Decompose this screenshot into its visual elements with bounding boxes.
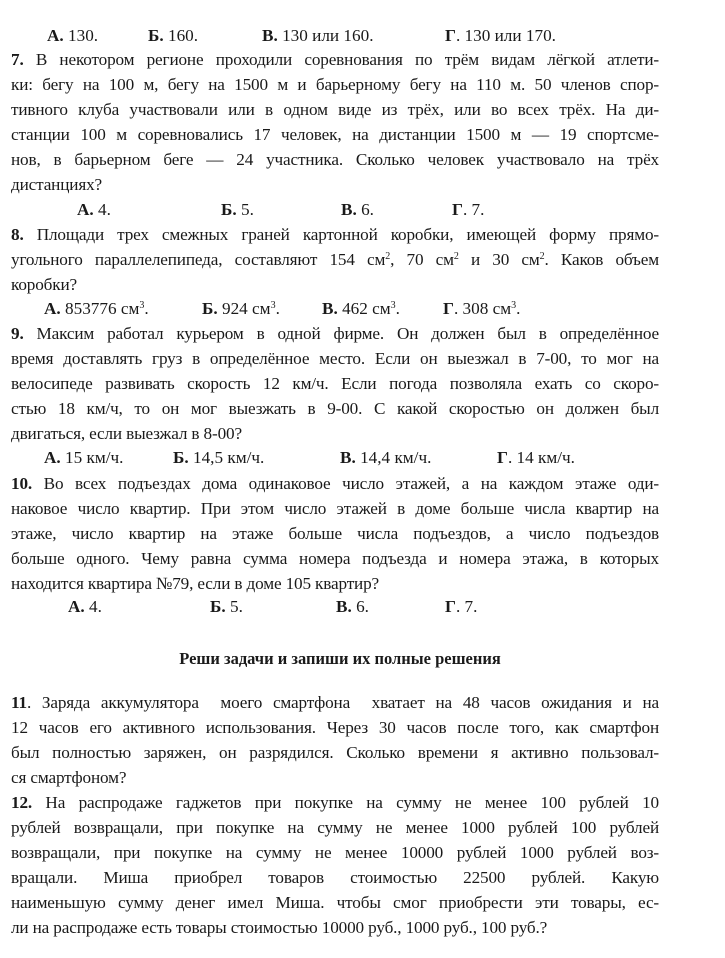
- q12-line-4: вращали. Миша приобрел товаров стоимостью 22500 рублей. Какую: [11, 868, 659, 887]
- q7-line-4: станции 100 м соревновались 17 человек, на дистанции 1500 м — 19 спортсме-: [11, 125, 659, 144]
- q12-line-2: рублей возвращали, при покупке на сумму не менее 1000 рублей 100 рублей: [11, 818, 659, 837]
- q8-option-b: Б. 924 $см^3$.: [202, 299, 280, 318]
- q7-line-2: ки: бегу на 100 м, бегу на 1500 м и барьерному бегу на 110 м. 50 членов спор-: [11, 75, 659, 94]
- q9-line-4: стью 18 км/ч, то он мог выезжать в 9-00. С какой скоростью он должен был: [11, 399, 659, 418]
- q10-line-1: 10. Во всех подъездах дома одинаковое число этажей, а на каждом этаже оди-: [11, 474, 659, 493]
- q9-option-b: Б. 14,5 км/ч.: [173, 448, 265, 467]
- q8-line-2: угольного параллелепипеда, составляют 154 $см^2$, 70 $см^2$ и 30 $см^2$. Каков объем: [11, 250, 660, 269]
- q10-line-2: наковое число квартир. При этом число этажей в доме больше числа квартир на: [11, 499, 659, 518]
- q11-line-4: ся смартфоном?: [11, 768, 127, 787]
- q12-line-5: наименьшую сумму денег имел Миша. чтобы смог приобрести эти товары, ес-: [11, 893, 659, 912]
- q11-line-3: был полностью заряжен, он разрядился. Сколько времени я активно пользовал-: [11, 743, 659, 762]
- q10-option-a: А. 4.: [68, 597, 102, 616]
- q9-line-3: велосипеде развивать скорость 12 км/ч. Если погода позволяла ехать со скоро-: [11, 374, 659, 393]
- q7-option-b: Б. 5.: [221, 200, 254, 219]
- q6-option-g: Г. 130 или 170.: [445, 26, 556, 45]
- q7-line-3: тивного клуба участвовали или в одном виде из трёх, или во всех трёх. На ди-: [11, 100, 659, 119]
- q7-option-a: А. 4.: [77, 200, 111, 219]
- q10-line-4: больше одного. Чему равна сумма номера подъезда и номера этажа, в которых: [11, 549, 659, 568]
- q6-option-a: А. 130.: [47, 26, 99, 45]
- q7-option-v: В. 6.: [341, 200, 374, 219]
- q12-line-1: 12. На распродаже гаджетов при покупке на сумму не менее 100 рублей 10: [11, 793, 659, 812]
- q7-option-g: Г. 7.: [452, 200, 485, 219]
- q9-option-a: А. 15 км/ч.: [44, 448, 124, 467]
- q7-line-1: 7. В некотором регионе проходили соревнования по трём видам лёгкой атлети-: [11, 50, 659, 69]
- q9-line-1: 9. Максим работал курьером в одной фирме. Он должен был в определённое: [11, 324, 659, 343]
- q6-option-v: В. 130 или 160.: [262, 26, 374, 45]
- section-heading: Реши задачи и запиши их полные решения: [179, 649, 501, 668]
- q10-line-5: находится квартира №79, если в доме 105 квартир?: [11, 574, 380, 593]
- q12-line-3: возвращали, при покупке на сумму не менее 10000 рублей 1000 рублей воз-: [11, 843, 659, 862]
- q9-line-2: время доставлять груз в определённое место. Если он выезжал в 7-00, то мог на: [11, 349, 659, 368]
- q11-line-1: 11. Заряда аккумулятора моего смартфона хватает на 48 часов ожидания и на: [11, 693, 659, 712]
- q10-option-v: В. 6.: [336, 597, 369, 616]
- q11-line-2: 12 часов его активного использования. Через 30 часов после того, как смартфон: [11, 718, 659, 737]
- q6-option-b: Б. 160.: [148, 26, 199, 45]
- q10-option-b: Б. 5.: [210, 597, 243, 616]
- q10-option-g: Г. 7.: [445, 597, 478, 616]
- q10-line-3: этаже, число квартир на этаже больше числа подъездов, а число подъездов: [11, 524, 659, 543]
- q8-option-v: В. 462 $см^3$.: [322, 299, 400, 318]
- q8-option-a: А. 853776 $см^3$.: [44, 299, 149, 318]
- q9-option-v: В. 14,4 км/ч.: [340, 448, 432, 467]
- q8-line-1: 8. Площади трех смежных граней картонной коробки, имеющей форму прямо-: [11, 225, 659, 244]
- q8-option-g: Г. 308 $см^3$.: [443, 299, 521, 318]
- q9-line-5: двигаться, если выезжал в 8-00?: [11, 424, 242, 443]
- q9-option-g: Г. 14 км/ч.: [497, 448, 575, 467]
- q7-line-6: дистанциях?: [11, 175, 102, 194]
- q8-line-3: коробки?: [11, 275, 77, 294]
- q12-line-6: ли на распродаже есть товары стоимостью 10000 руб., 1000 руб., 100 руб.?: [11, 918, 548, 937]
- q7-line-5: нов, в барьерном беге — 24 участника. Сколько человек участвовало на трёх: [11, 150, 659, 169]
